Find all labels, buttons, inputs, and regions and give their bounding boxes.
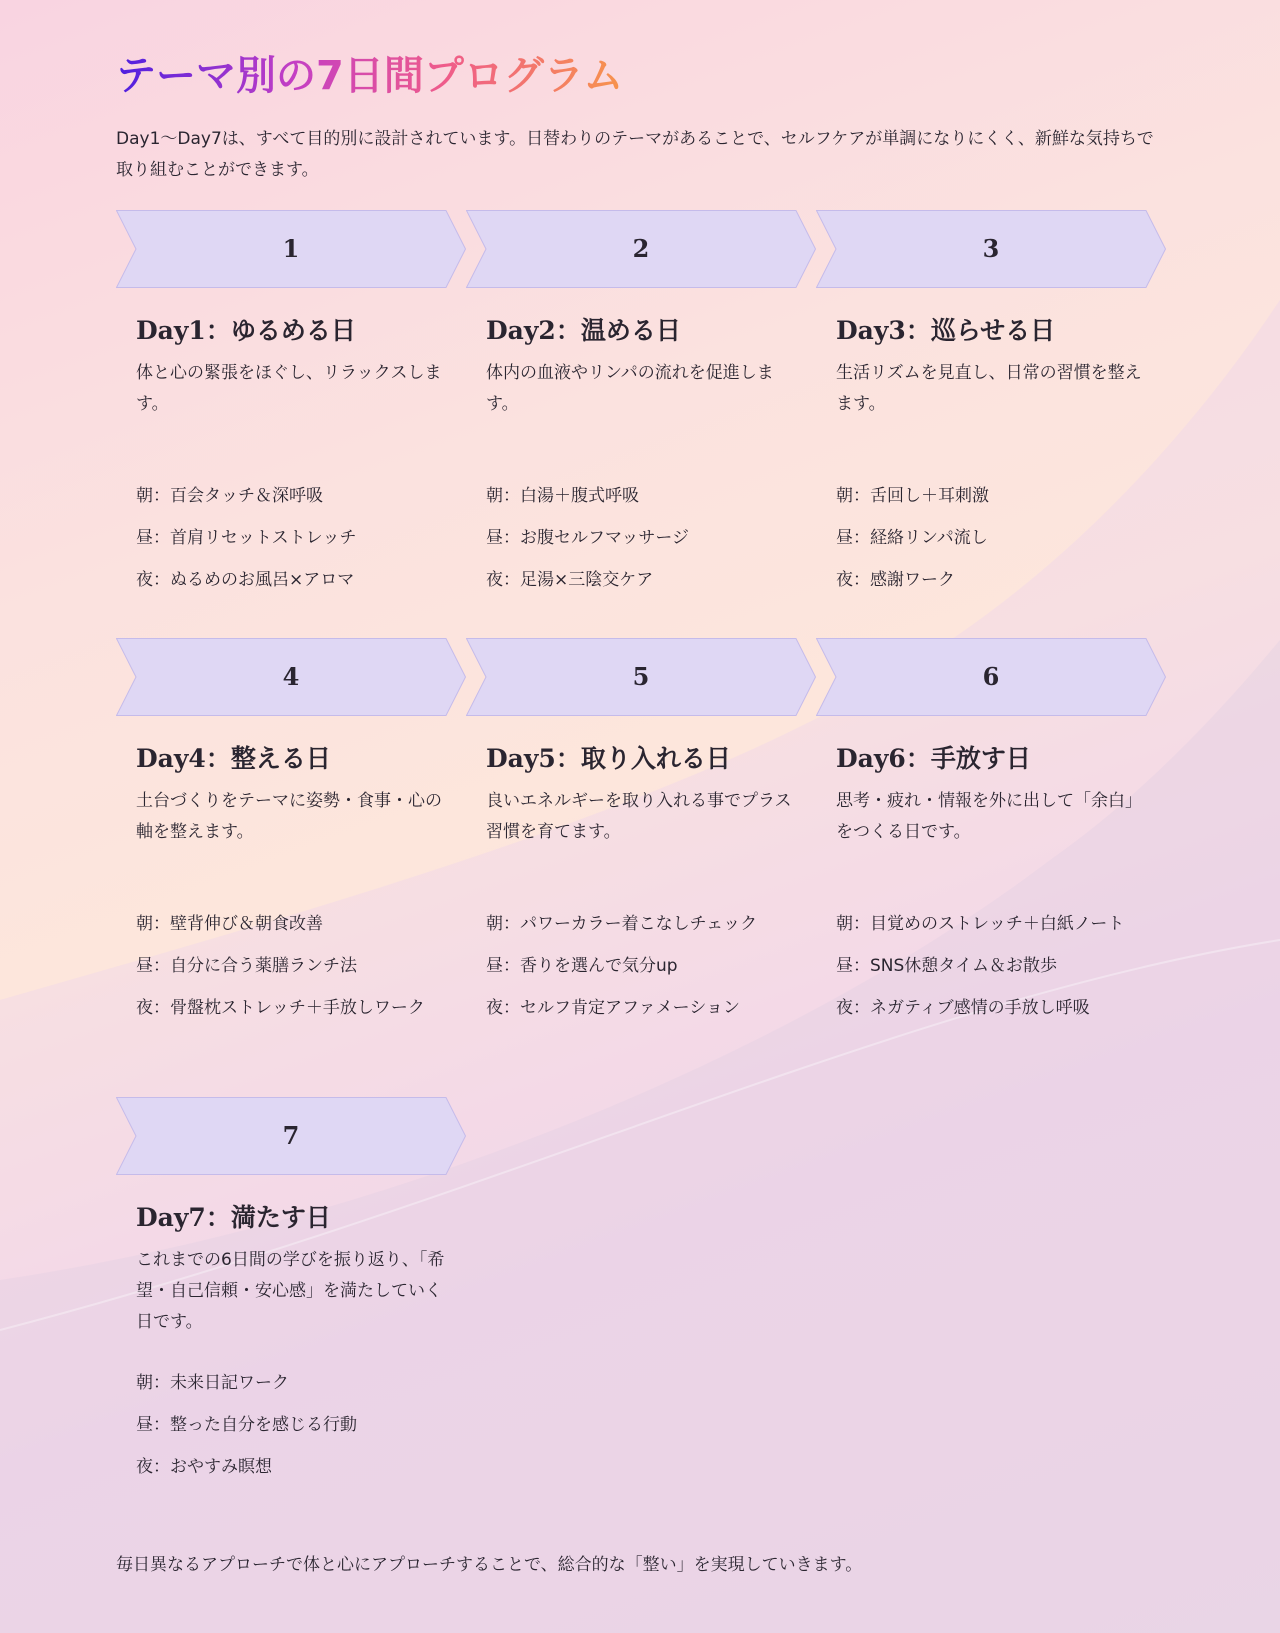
schedule-item: 夜：ぬるめのお風呂×アロマ xyxy=(136,570,355,590)
intro-text: Day1〜Day7は、すべて目的別に設計されています。日替わりのテーマがあることで、セルフケアが単調になりにくく、新鮮な気持ちで取り組むことができます。 xyxy=(116,129,1154,180)
day-name: Day3 xyxy=(836,316,906,345)
schedule-item: 夜：セルフ肯定アファメーション xyxy=(486,998,740,1018)
day-card-4 xyxy=(116,638,466,1036)
day-theme: ：手放す日 xyxy=(905,744,1031,773)
schedule-item: 朝：パワーカラー着こなしチェック xyxy=(486,914,758,934)
day-title xyxy=(836,742,1166,776)
schedule-item: 昼：経絡リンパ流し xyxy=(836,528,988,548)
schedule-item: 夜：足湯×三陰交ケア xyxy=(486,570,654,590)
schedule-item: 夜：ネガティブ感情の手放し呼吸 xyxy=(836,998,1090,1018)
page-title: テーマ別の7日間プログラム xyxy=(116,46,623,106)
day-chevron xyxy=(816,210,1166,288)
day-description: 体内の血液やリンパの流れを促進します。 xyxy=(486,363,774,414)
day-description: 良いエネルギーを取り入れる事でプラス習慣を育てます。 xyxy=(486,791,792,842)
day-name: Day1 xyxy=(136,316,206,345)
schedule-item: 昼：整った自分を感じる行動 xyxy=(136,1415,357,1435)
day-title xyxy=(486,742,816,776)
schedule-item: 朝：未来日記ワーク xyxy=(136,1373,289,1393)
schedule-item: 夜：おやすみ瞑想 xyxy=(136,1457,272,1477)
day-title xyxy=(136,314,466,348)
day-name: Day5 xyxy=(486,744,556,773)
day-theme: ：温める日 xyxy=(555,316,681,345)
day-description: 思考・疲れ・情報を外に出して「余白」をつくる日です。 xyxy=(836,791,1142,842)
day-theme: ：巡らせる日 xyxy=(905,316,1056,345)
day-card-2 xyxy=(466,210,816,608)
day-card-1 xyxy=(116,210,466,608)
day-title xyxy=(136,742,466,776)
schedule-item: 昼：自分に合う薬膳ランチ法 xyxy=(136,956,357,976)
day-schedule xyxy=(486,910,806,1023)
day-schedule xyxy=(836,910,1156,1023)
day-chevron xyxy=(116,210,466,288)
day-title xyxy=(836,314,1166,348)
day-name: Day7 xyxy=(136,1203,206,1232)
schedule-item: 昼：SNS休憩タイム＆お散歩 xyxy=(836,956,1057,976)
day-chevron xyxy=(816,638,1166,716)
day-name: Day2 xyxy=(486,316,556,345)
day-schedule xyxy=(136,1369,456,1482)
day-name: Day6 xyxy=(836,744,906,773)
day-number: 2 xyxy=(632,234,650,263)
footer-text: 毎日異なるアプローチで体と心にアプローチすることで、総合的な「整い」を実現していきます。 xyxy=(116,1555,863,1575)
schedule-item: 夜：骨盤枕ストレッチ＋手放しワーク xyxy=(136,998,425,1018)
day-theme: ：取り入れる日 xyxy=(555,744,731,773)
day-title xyxy=(486,314,816,348)
day-description: 土台づくりをテーマに姿勢・食事・心の軸を整えます。 xyxy=(136,791,442,842)
schedule-item: 朝：白湯＋腹式呼吸 xyxy=(486,486,639,506)
schedule-item: 朝：舌回し＋耳刺激 xyxy=(836,486,989,506)
schedule-item: 昼：お腹セルフマッサージ xyxy=(486,528,689,548)
day-card-7 xyxy=(116,1097,466,1495)
day-chevron xyxy=(466,638,816,716)
schedule-item: 朝：百会タッチ＆深呼吸 xyxy=(136,486,323,506)
schedule-item: 夜：感謝ワーク xyxy=(836,570,955,590)
day-chevron xyxy=(466,210,816,288)
schedule-item: 朝：目覚めのストレッチ＋白紙ノート xyxy=(836,914,1125,934)
day-number: 3 xyxy=(982,234,1000,263)
day-chevron xyxy=(116,638,466,716)
day-card-5 xyxy=(466,638,816,1036)
day-schedule xyxy=(486,482,806,595)
day-theme: ：ゆるめる日 xyxy=(205,316,356,345)
day-name: Day4 xyxy=(136,744,206,773)
day-card-6 xyxy=(816,638,1166,1036)
day-schedule xyxy=(836,482,1156,595)
day-number: 5 xyxy=(632,662,650,691)
schedule-item: 昼：香りを選んで気分up xyxy=(486,956,678,976)
day-theme: ：満たす日 xyxy=(205,1203,331,1232)
day-description: 体と心の緊張をほぐし、リラックスします。 xyxy=(136,363,442,414)
day-schedule xyxy=(136,910,456,1023)
day-number: 1 xyxy=(282,234,300,263)
day-schedule xyxy=(136,482,456,595)
day-description: 生活リズムを見直し、日常の習慣を整えます。 xyxy=(836,363,1142,414)
day-theme: ：整える日 xyxy=(205,744,331,773)
day-chevron xyxy=(116,1097,466,1175)
schedule-item: 朝：壁背伸び＆朝食改善 xyxy=(136,914,323,934)
day-number: 6 xyxy=(982,662,1000,691)
day-number: 4 xyxy=(282,662,300,691)
day-title xyxy=(136,1201,466,1235)
schedule-item: 昼：首肩リセットストレッチ xyxy=(136,528,357,548)
day-card-3 xyxy=(816,210,1166,608)
day-description: これまでの6日間の学びを振り返り、「希望・自己信頼・安心感」を満たしていく日です。 xyxy=(136,1250,445,1332)
day-number: 7 xyxy=(282,1121,300,1150)
